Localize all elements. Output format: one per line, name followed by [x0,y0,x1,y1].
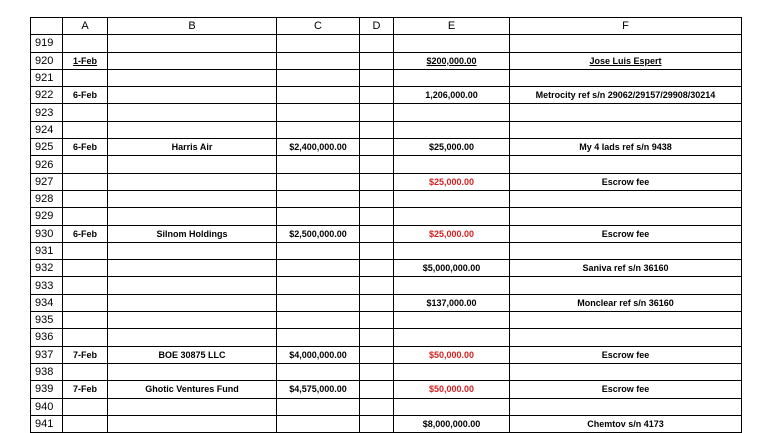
cell-payment[interactable] [394,346,510,363]
spreadsheet-grid [30,17,742,433]
cell-amount-text: $4,000,000.00 [289,349,347,360]
cell-d[interactable] [360,294,394,311]
cell-name[interactable] [108,225,277,242]
cell-date[interactable] [63,398,108,415]
cell-reference-text: Metrocity ref s/n 29062/29157/29908/30214 [535,90,716,101]
cell-date-text: 6-Feb [72,142,97,153]
cell-payment[interactable] [394,121,510,138]
cell-name[interactable] [108,104,277,121]
table-row [31,225,742,242]
cell-payment-text: $5,000,000.00 [422,263,481,274]
cell-date[interactable] [63,225,108,242]
row-number-text: 925 [35,141,54,154]
row-number[interactable] [31,294,63,311]
cell-name[interactable] [108,312,277,329]
cell-name[interactable] [108,277,277,294]
cell-date[interactable] [63,242,108,259]
row-number-text: 924 [35,123,54,136]
cell-amount[interactable] [277,69,360,86]
cell-amount-text: $2,500,000.00 [289,228,347,239]
cell-name[interactable] [108,415,277,432]
cell-name[interactable] [108,260,277,277]
cell-reference[interactable] [510,329,742,346]
cell-name-text: Silnom Holdings [156,228,228,239]
row-number[interactable] [31,87,63,104]
cell-name[interactable] [108,121,277,138]
cell-name[interactable] [108,329,277,346]
table-row [31,415,742,432]
cell-name-text: Ghotic Ventures Fund [145,384,239,395]
row-number-text: 935 [35,314,54,327]
cell-name[interactable] [108,346,277,363]
table-row [31,242,742,259]
row-number[interactable] [31,381,63,398]
row-number[interactable] [31,208,63,225]
cell-reference[interactable] [510,190,742,207]
cell-amount[interactable] [277,363,360,380]
cell-amount[interactable] [277,225,360,242]
cell-date[interactable] [63,156,108,173]
cell-d[interactable] [360,156,394,173]
cell-reference-text: Escrow fee [601,228,650,239]
cell-payment[interactable] [394,190,510,207]
cell-amount[interactable] [277,121,360,138]
cell-name[interactable] [108,294,277,311]
row-number-text: 922 [35,89,54,102]
cell-reference[interactable] [510,87,742,104]
cell-reference[interactable] [510,242,742,259]
cell-payment-text: $50,000.00 [428,384,475,395]
cell-d[interactable] [360,104,394,121]
cell-amount[interactable] [277,260,360,277]
cell-amount[interactable] [277,156,360,173]
row-number[interactable] [31,173,63,190]
cell-amount[interactable] [277,52,360,69]
cell-payment[interactable] [394,312,510,329]
cell-reference[interactable] [510,346,742,363]
table-row [31,69,742,86]
row-number[interactable] [31,225,63,242]
cell-reference[interactable] [510,121,742,138]
row-number-text: 927 [35,175,54,188]
row-number[interactable] [31,35,63,52]
row-number[interactable] [31,156,63,173]
cell-d[interactable] [360,260,394,277]
cell-d[interactable] [360,346,394,363]
cell-reference-text: Escrow fee [601,349,650,360]
cell-d[interactable] [360,121,394,138]
cell-name[interactable] [108,156,277,173]
column-header-b[interactable]: B [108,18,277,35]
table-row [31,52,742,69]
cell-name[interactable] [108,35,277,52]
cell-payment-text: $137,000.00 [426,297,477,308]
cell-reference-text: Escrow fee [601,384,650,395]
cell-d[interactable] [360,329,394,346]
cell-reference[interactable] [510,363,742,380]
cell-name[interactable] [108,139,277,156]
cell-date[interactable] [63,415,108,432]
cell-name[interactable] [108,363,277,380]
row-number-text: 940 [35,400,54,413]
cell-date[interactable] [63,69,108,86]
row-number-text: 941 [35,417,54,430]
cell-amount[interactable] [277,104,360,121]
cell-reference[interactable] [510,398,742,415]
cell-date[interactable] [63,104,108,121]
cell-d[interactable] [360,415,394,432]
cell-amount[interactable] [277,277,360,294]
cell-reference[interactable] [510,35,742,52]
cell-payment-text: $25,000.00 [428,142,475,153]
cell-date[interactable] [63,190,108,207]
cell-date[interactable] [63,294,108,311]
cell-payment-text: $8,000,000.00 [422,418,481,429]
cell-name[interactable] [108,381,277,398]
cell-payment[interactable] [394,139,510,156]
cell-amount-text: $4,575,000.00 [289,384,347,395]
table-row [31,294,742,311]
cell-payment[interactable] [394,52,510,69]
cell-date-text: 1-Feb [72,55,97,66]
column-header-a[interactable]: A [63,18,108,35]
cell-reference-text: Jose Luis Espert [589,55,662,66]
column-header-c[interactable]: C [277,18,360,35]
cell-reference[interactable] [510,277,742,294]
cell-name-text: Harris Air [171,142,213,153]
cell-d[interactable] [360,363,394,380]
row-number[interactable] [31,312,63,329]
cell-reference-text: Escrow fee [601,176,650,187]
cell-payment[interactable] [394,294,510,311]
cell-reference[interactable] [510,225,742,242]
cell-d[interactable] [360,87,394,104]
cell-reference-text: Chemtov s/n 4173 [587,418,664,429]
cell-reference[interactable] [510,208,742,225]
column-header-row [31,18,742,35]
table-row [31,398,742,415]
row-number[interactable] [31,190,63,207]
cell-payment-text: $50,000.00 [428,349,475,360]
cell-reference[interactable] [510,312,742,329]
cell-amount[interactable] [277,35,360,52]
row-number[interactable] [31,415,63,432]
cell-amount[interactable] [277,294,360,311]
row-number-text: 933 [35,279,54,292]
cell-d[interactable] [360,190,394,207]
cell-name-text: BOE 30875 LLC [158,349,226,360]
cell-date[interactable] [63,277,108,294]
row-number[interactable] [31,329,63,346]
cell-payment[interactable] [394,87,510,104]
cell-d[interactable] [360,225,394,242]
cell-amount[interactable] [277,242,360,259]
column-header-f[interactable]: F [510,18,742,35]
cell-amount[interactable] [277,208,360,225]
cell-name[interactable] [108,398,277,415]
row-number[interactable] [31,242,63,259]
cell-d[interactable] [360,208,394,225]
cell-date[interactable] [63,260,108,277]
row-number-text: 920 [35,54,54,67]
cell-date[interactable] [63,52,108,69]
row-number-text: 932 [35,262,54,275]
table-row [31,329,742,346]
table-row [31,35,742,52]
cell-payment[interactable] [394,398,510,415]
table-row [31,121,742,138]
cell-reference[interactable] [510,415,742,432]
cell-payment[interactable] [394,173,510,190]
cell-payment-text: $25,000.00 [428,228,475,239]
cell-d[interactable] [360,398,394,415]
cell-payment[interactable] [394,277,510,294]
cell-amount[interactable] [277,398,360,415]
cell-amount-text: $2,400,000.00 [289,142,347,153]
table-row [31,190,742,207]
column-header-d[interactable]: D [360,18,394,35]
cell-amount[interactable] [277,329,360,346]
cell-name[interactable] [108,242,277,259]
row-number[interactable] [31,69,63,86]
cell-date[interactable] [63,35,108,52]
table-row [31,156,742,173]
cell-reference[interactable] [510,381,742,398]
cell-date[interactable] [63,173,108,190]
cell-reference[interactable] [510,294,742,311]
row-number-text: 928 [35,193,54,206]
cell-amount[interactable] [277,87,360,104]
cell-payment[interactable] [394,381,510,398]
cell-date[interactable] [63,346,108,363]
cell-date[interactable] [63,363,108,380]
table-row [31,381,742,398]
cell-name[interactable] [108,190,277,207]
cell-name[interactable] [108,87,277,104]
row-number[interactable] [31,260,63,277]
corner-cell[interactable] [31,18,63,35]
row-number-text: 926 [35,158,54,171]
cell-payment[interactable] [394,260,510,277]
table-row [31,312,742,329]
row-number-text: 934 [35,296,54,309]
table-row [31,104,742,121]
cell-reference-text: Monclear ref s/n 36160 [577,297,674,308]
row-number[interactable] [31,121,63,138]
cell-reference[interactable] [510,69,742,86]
cell-d[interactable] [360,173,394,190]
cell-name[interactable] [108,208,277,225]
cell-reference-text: Saniva ref s/n 36160 [582,263,669,274]
cell-payment[interactable] [394,156,510,173]
row-number[interactable] [31,363,63,380]
cell-date[interactable] [63,139,108,156]
cell-reference[interactable] [510,156,742,173]
row-number[interactable] [31,139,63,156]
table-row [31,277,742,294]
cell-payment-text: $25,000.00 [428,176,475,187]
cell-amount[interactable] [277,173,360,190]
cell-payment[interactable] [394,415,510,432]
cell-name[interactable] [108,52,277,69]
table-row [31,208,742,225]
cell-date[interactable] [63,208,108,225]
row-number-text: 923 [35,106,54,119]
cell-date[interactable] [63,312,108,329]
cell-date-text: 7-Feb [72,384,97,395]
row-number-text: 930 [35,227,54,240]
cell-name[interactable] [108,69,277,86]
cell-payment-text: $200,000.00 [426,55,477,66]
cell-amount[interactable] [277,415,360,432]
row-number-text: 936 [35,331,54,344]
cell-date[interactable] [63,121,108,138]
cell-payment[interactable] [394,363,510,380]
cell-date-text: 6-Feb [72,90,97,101]
cell-amount[interactable] [277,346,360,363]
cell-d[interactable] [360,139,394,156]
row-number[interactable] [31,398,63,415]
row-number[interactable] [31,277,63,294]
cell-date[interactable] [63,329,108,346]
cell-payment-text: 1,206,000.00 [425,90,478,101]
cell-date[interactable] [63,87,108,104]
cell-d[interactable] [360,69,394,86]
cell-payment[interactable] [394,225,510,242]
cell-d[interactable] [360,381,394,398]
cell-amount[interactable] [277,139,360,156]
cell-d[interactable] [360,312,394,329]
cell-d[interactable] [360,52,394,69]
cell-amount[interactable] [277,312,360,329]
row-number-text: 929 [35,210,54,223]
cell-payment[interactable] [394,69,510,86]
cell-d[interactable] [360,277,394,294]
cell-name[interactable] [108,173,277,190]
cell-payment[interactable] [394,208,510,225]
cell-date-text: 7-Feb [72,349,97,360]
row-number[interactable] [31,52,63,69]
table-row [31,87,742,104]
cell-d[interactable] [360,242,394,259]
row-number-text: 921 [35,72,54,85]
row-number[interactable] [31,346,63,363]
cell-date[interactable] [63,381,108,398]
cell-payment[interactable] [394,35,510,52]
cell-payment[interactable] [394,329,510,346]
cell-reference[interactable] [510,52,742,69]
cell-reference[interactable] [510,139,742,156]
cell-amount[interactable] [277,381,360,398]
cell-reference[interactable] [510,260,742,277]
cell-reference[interactable] [510,104,742,121]
row-number-text: 931 [35,245,54,257]
column-header-e[interactable]: E [394,18,510,35]
cell-reference-text: My 4 lads ref s/n 9438 [579,142,672,153]
row-number-text: 919 [35,37,54,50]
row-number-text: 939 [35,383,54,396]
cell-d[interactable] [360,35,394,52]
row-number-text: 937 [35,348,54,361]
table-row [31,139,742,156]
cell-payment[interactable] [394,104,510,121]
table-row [31,363,742,380]
cell-amount[interactable] [277,190,360,207]
table-row [31,260,742,277]
cell-payment[interactable] [394,242,510,259]
table-row [31,346,742,363]
row-number-text: 938 [35,366,54,379]
cell-date-text: 6-Feb [72,228,97,239]
cell-reference[interactable] [510,173,742,190]
table-row [31,173,742,190]
row-number[interactable] [31,104,63,121]
